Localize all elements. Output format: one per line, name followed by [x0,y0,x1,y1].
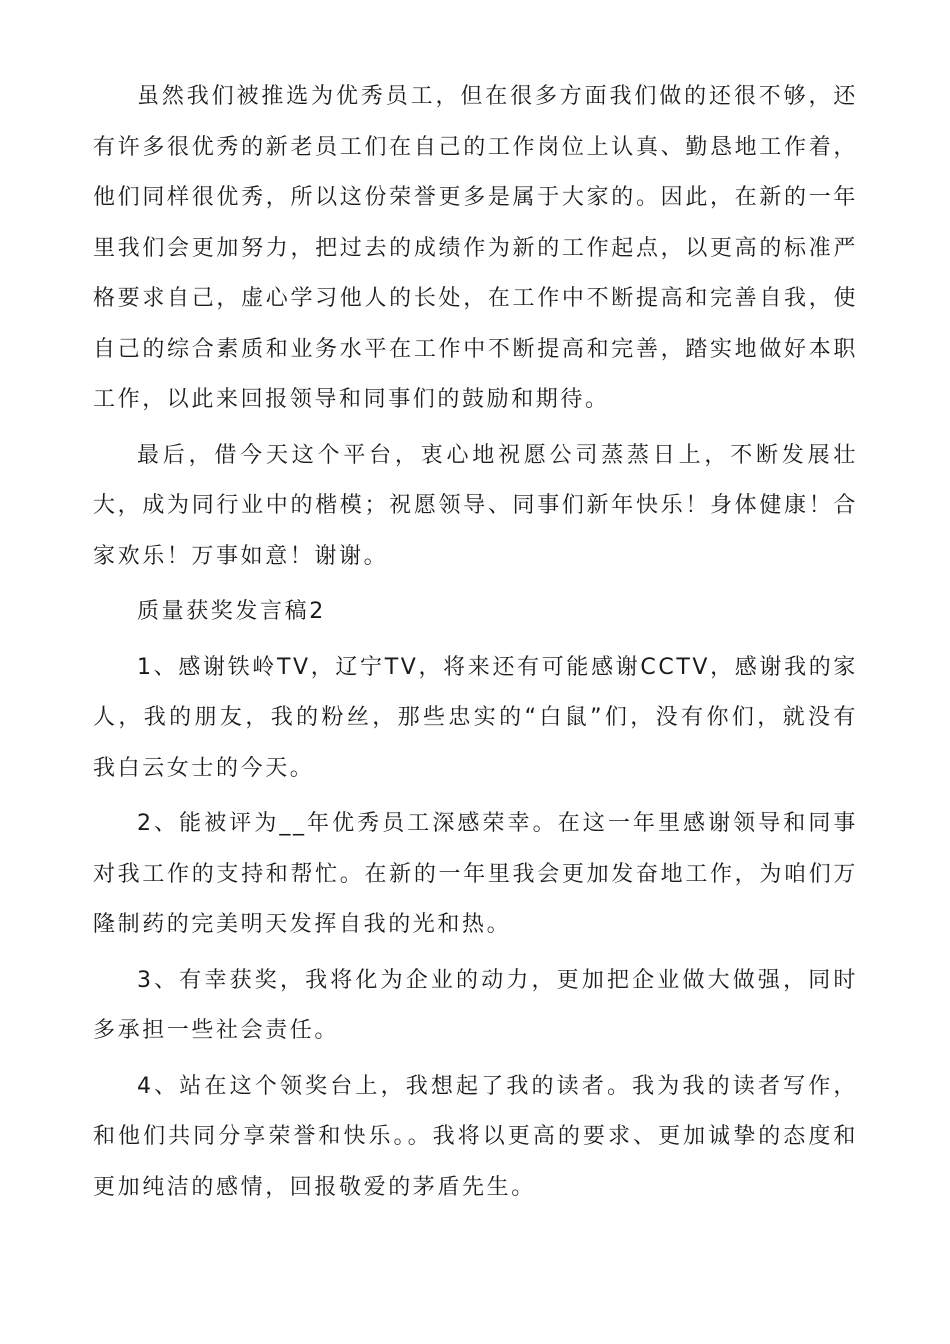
paragraph-1: 虽然我们被推选为优秀员工，但在很多方面我们做的还很不够，还有许多很优秀的新老员工们在自己的工作岗位上认真、勤恳地工作着，他们同样很优秀，所以这份荣誉更多是属于大家的。因此，在新的一年里我们会更加努力，把过去的成绩作为新的工作起点，以更高的标准严格要求自己，虚心学习他人的长处，在工作中不断提高和完善自我，使自己的综合素质和业务水平在工作中不断提高和完善，踏实地做好本职工作，以此来回报领导和同事们的鼓励和期待。 [93,84,858,412]
list-item-4: 4、站在这个领奖台上，我想起了我的读者。我为我的读者写作，和他们共同分享荣誉和快乐。。我将以更高的要求、更加诚挚的态度和更加纯洁的感情，回报敬爱的茅盾先生。 [93,1073,858,1200]
document-body [93,72,858,1218]
list-item-2: 2、能被评为__年优秀员工深感荣幸。在这一年里感谢领导和同事对我工作的支持和帮忙。在新的一年里我会更加发奋地工作，为咱们万隆制药的完美明天发挥自我的光和热。 [93,811,858,937]
section-heading: 质量获奖发言稿2 [137,599,326,624]
list-item-3: 3、有幸获奖，我将化为企业的动力，更加把企业做大做强，同时多承担一些社会责任。 [93,967,858,1043]
paragraph-2: 最后，借今天这个平台，衷心地祝愿公司蒸蒸日上，不断发展壮大，成为同行业中的楷模；祝愿领导、同事们新年快乐！身体健康！合家欢乐！万事如意！谢谢。 [93,442,858,569]
list-item-1: 1、感谢铁岭TV，辽宁TV，将来还有可能感谢CCTV，感谢我的家人，我的朋友，我的粉丝，那些忠实的“白鼠”们，没有你们，就没有我白云女士的今天。 [93,654,858,781]
